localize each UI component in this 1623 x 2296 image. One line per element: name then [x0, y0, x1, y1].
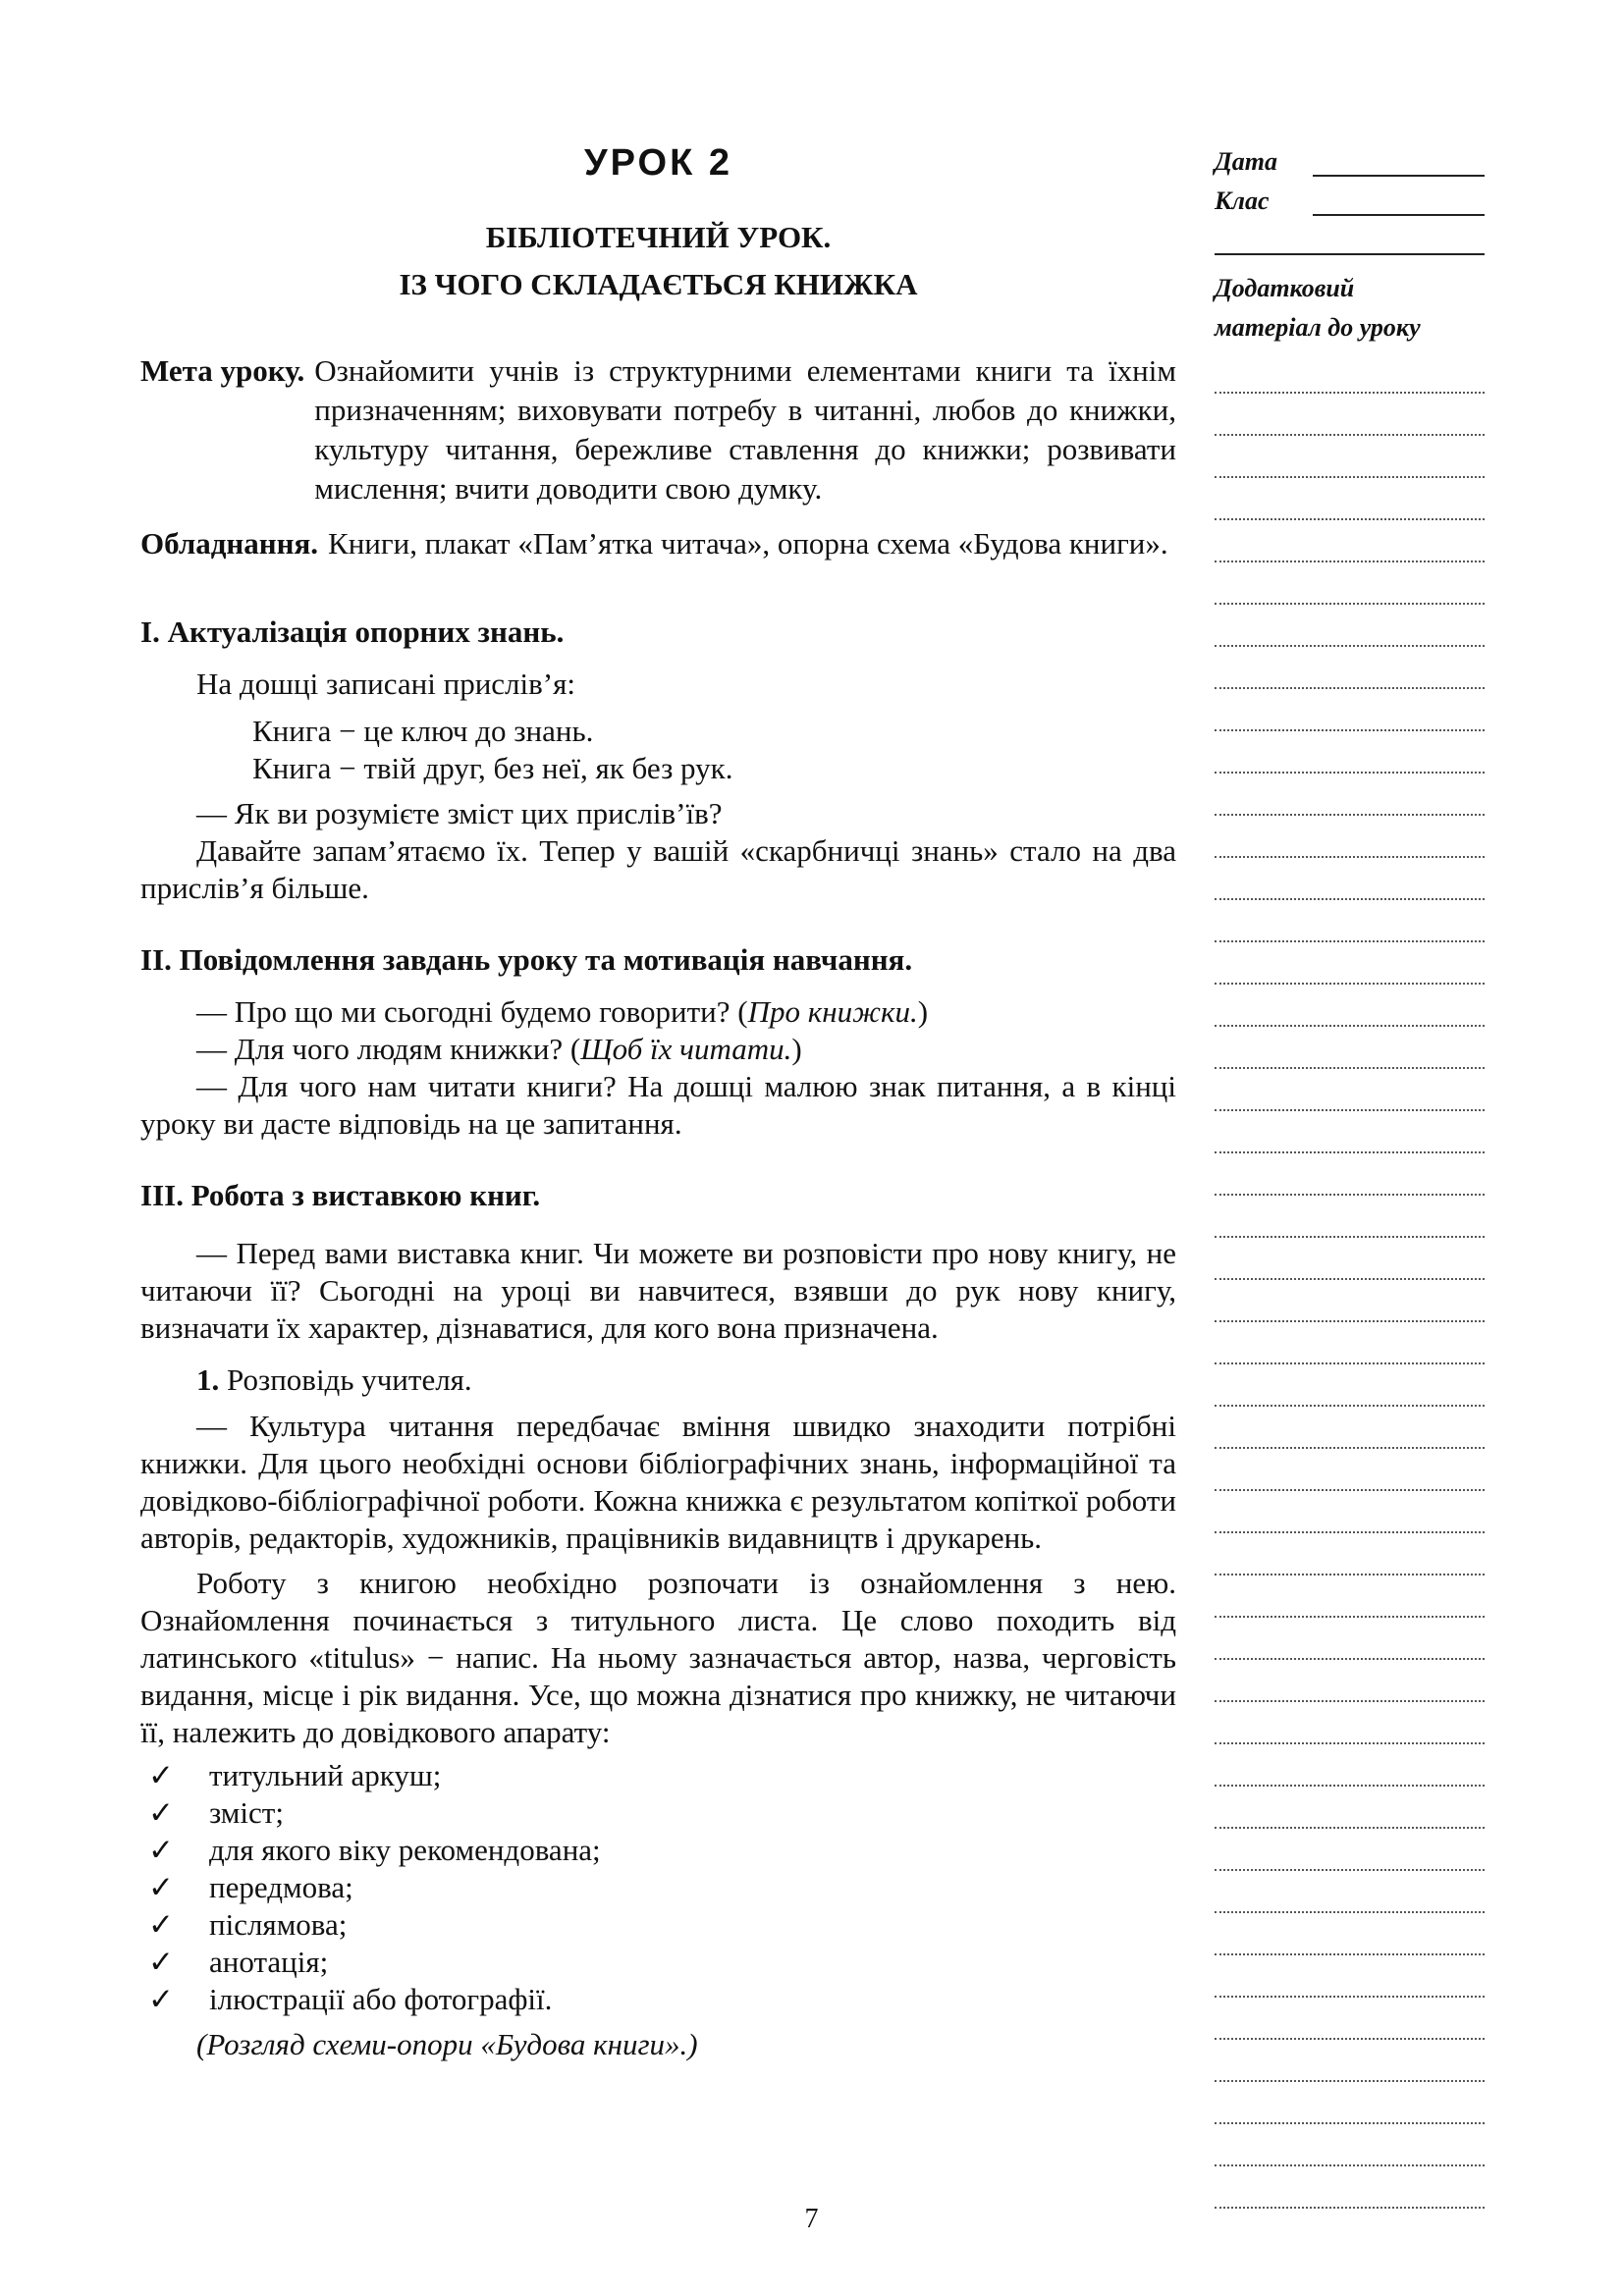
lesson-title-line2: ІЗ ЧОГО СКЛАДАЄТЬСЯ КНИЖКА [399, 267, 918, 301]
note-line[interactable] [1215, 436, 1485, 478]
note-line[interactable] [1215, 1913, 1485, 1955]
list-item-text: анотація; [209, 1945, 329, 1979]
lesson-title-line1: БІБЛІОТЕЧНИЙ УРОК. [485, 220, 832, 254]
note-line[interactable] [1215, 1153, 1485, 1196]
note-line[interactable] [1215, 1364, 1485, 1407]
list-item [140, 1757, 1176, 1794]
note-line[interactable] [1215, 351, 1485, 394]
dialogue-line-2 [140, 1031, 1176, 1068]
side-margin [1215, 137, 1485, 2209]
note-line[interactable] [1215, 605, 1485, 647]
step-number: 1. [196, 1362, 220, 1397]
page-number: 7 [804, 2204, 819, 2234]
list-item [140, 1794, 1176, 1832]
scheme-note: (Розгляд схеми-опори «Будова книги».) [196, 2027, 698, 2061]
equipment-text: Книги, плакат «Пам’ятка читача», опорна схема «Будова книги». [328, 526, 1168, 561]
list-item-text: передмова; [209, 1870, 353, 1904]
note-line[interactable] [1215, 1829, 1485, 1871]
note-line[interactable] [1215, 478, 1485, 520]
note-line[interactable] [1215, 2040, 1485, 2082]
checkmark-icon: ✓ [148, 1907, 174, 1942]
note-line[interactable] [1215, 394, 1485, 436]
note-line[interactable] [1215, 1702, 1485, 1744]
note-line[interactable] [1215, 1449, 1485, 1491]
teacher-paragraph-2: Роботу з книгою необхідно розпочати із ознайомлення з нею. Ознайомлення починається з титульного листа. Це слово походить від латинського «titulus» − напис. На ньому зазначається автор, назва, черговість видання, місце і рік видання. Усе, що можна дізнатися про книжку, не читаючи її, належить до довідкового апарату: [140, 1566, 1176, 1749]
section-heading-1: I. Актуалізація опорних знань. [140, 614, 565, 649]
dialogue-line-3: — Для чого нам читати книги? На дошці малюю знак питання, а в кінці уроку ви дасте відповідь на це запитання. [140, 1069, 1176, 1141]
checkmark-icon: ✓ [148, 1870, 174, 1904]
note-line[interactable] [1215, 2124, 1485, 2166]
dialogue-answer-2: Щоб їх читати. [580, 1032, 792, 1066]
note-line[interactable] [1215, 1238, 1485, 1280]
checkmark-icon: ✓ [148, 1758, 174, 1792]
lesson-equipment [140, 524, 1176, 563]
note-line[interactable] [1215, 816, 1485, 858]
note-line[interactable] [1215, 900, 1485, 942]
goal-label: Мета уроку. [140, 353, 305, 388]
list-item [140, 1832, 1176, 1869]
lesson-title [140, 214, 1176, 308]
list-item-text: для якого віку рекомендована; [209, 1833, 601, 1867]
section-heading-3: III. Робота з виставкою книг. [140, 1178, 541, 1212]
proverbs [140, 713, 1176, 787]
note-line[interactable] [1215, 562, 1485, 605]
note-line[interactable] [1215, 1407, 1485, 1449]
dialogue-line-1 [140, 993, 1176, 1031]
list-item-text: зміст; [209, 1795, 284, 1830]
note-line[interactable] [1215, 2082, 1485, 2124]
date-label: Дата [1215, 147, 1277, 176]
note-line[interactable] [1215, 689, 1485, 731]
equipment-label: Обладнання. [140, 526, 319, 561]
note-line[interactable] [1215, 1491, 1485, 1533]
checkmark-icon: ✓ [148, 1833, 174, 1867]
note-line[interactable] [1215, 731, 1485, 774]
lesson-number: УРОК 2 [584, 142, 732, 184]
checkmark-icon: ✓ [148, 1945, 174, 1979]
main-column [140, 126, 1176, 2063]
note-line[interactable] [1215, 1998, 1485, 2040]
date-blank[interactable] [1313, 151, 1485, 177]
note-line[interactable] [1215, 942, 1485, 985]
note-line[interactable] [1215, 1871, 1485, 1913]
dialogue-question-1: — Про що ми сьогодні будемо говорити? ( [196, 994, 748, 1029]
class-field[interactable] [1215, 177, 1485, 216]
note-line[interactable] [1215, 1744, 1485, 1787]
list-item [140, 1869, 1176, 1906]
list-item [140, 1906, 1176, 1944]
note-line[interactable] [1215, 1111, 1485, 1153]
section-heading-2: II. Повідомлення завдань уроку та мотивація навчання. [140, 942, 913, 977]
step-text: Розповідь учителя. [227, 1362, 472, 1397]
checkmark-icon: ✓ [148, 1982, 174, 2016]
dialogue-question-2: — Для чого людям книжки? ( [196, 1032, 581, 1066]
note-line[interactable] [1215, 1533, 1485, 1575]
step-1 [140, 1361, 1176, 1400]
proverb-1: Книга − це ключ до знань. [252, 714, 594, 748]
list-item-text: титульний аркуш; [209, 1758, 442, 1792]
checkmark-icon: ✓ [148, 1795, 174, 1830]
extra-material-line1: Додатковий [1215, 274, 1355, 302]
reference-apparatus-list [140, 1757, 1176, 2018]
list-item-text: ілюстрації або фотографії. [209, 1982, 553, 2016]
note-line[interactable] [1215, 2166, 1485, 2209]
note-line[interactable] [1215, 1575, 1485, 1618]
dialogue-answer-1: Про книжки. [747, 994, 918, 1029]
list-item-text: післямова; [209, 1907, 348, 1942]
notes-lines[interactable] [1215, 351, 1485, 2209]
class-blank[interactable] [1313, 190, 1485, 216]
note-line[interactable] [1215, 858, 1485, 900]
note-line[interactable] [1215, 647, 1485, 689]
note-line[interactable] [1215, 1618, 1485, 1660]
teacher-paragraph-1: — Культура читання передбачає вміння швидко знаходити потрібні книжки. Для цього необхідні основи бібліографічних знань, інформаційної та довідково-бібліографічної роботи. Кожна книжка є результатом копіткої роботи авторів, редакторів, художників, працівників видавництв і друкарень. [140, 1409, 1176, 1555]
note-line[interactable] [1215, 520, 1485, 562]
extra-material-heading [1215, 269, 1485, 347]
class-label: Клас [1215, 187, 1270, 215]
lesson-goal [140, 351, 1176, 508]
section1-question: — Як ви розумієте зміст цих прислів’їв? [196, 796, 723, 830]
goal-text: Ознайомити учнів із структурними елементами книги та їхнім призначенням; виховувати потребу в читанні, любов до книжки, культуру читання, бережливе ставлення до книжки; розвивати мислення; вчити доводити свою думку. [314, 353, 1176, 506]
note-line[interactable] [1215, 1069, 1485, 1111]
note-line[interactable] [1215, 985, 1485, 1027]
proverb-2: Книга − твій друг, без неї, як без рук. [252, 751, 733, 785]
section1-paragraph: Давайте запам’ятаємо їх. Тепер у вашій «скарбничці знань» стало на два прислів’я більше. [140, 833, 1176, 905]
extra-material-line2: матеріал до уроку [1215, 313, 1421, 342]
note-line[interactable] [1215, 1196, 1485, 1238]
note-line[interactable] [1215, 1955, 1485, 1998]
note-line[interactable] [1215, 1660, 1485, 1702]
dialogue-close-2: ) [791, 1032, 802, 1066]
list-item [140, 1944, 1176, 1981]
note-line[interactable] [1215, 774, 1485, 816]
section1-intro: На дошці записані прислів’я: [196, 667, 575, 701]
section3-intro: — Перед вами виставка книг. Чи можете ви розповісти про нову книгу, не читаючи її? Сьогодні на уроці ви навчитеся, взявши до рук нову книгу, визначати їх характер, дізнаватися, для кого вона призначена. [140, 1236, 1176, 1345]
side-divider [1215, 253, 1485, 255]
date-field[interactable] [1215, 137, 1485, 177]
list-item [140, 1981, 1176, 2018]
note-line[interactable] [1215, 1280, 1485, 1322]
note-line[interactable] [1215, 1787, 1485, 1829]
note-line[interactable] [1215, 1027, 1485, 1069]
note-line[interactable] [1215, 1322, 1485, 1364]
dialogue-close-1: ) [917, 994, 929, 1029]
